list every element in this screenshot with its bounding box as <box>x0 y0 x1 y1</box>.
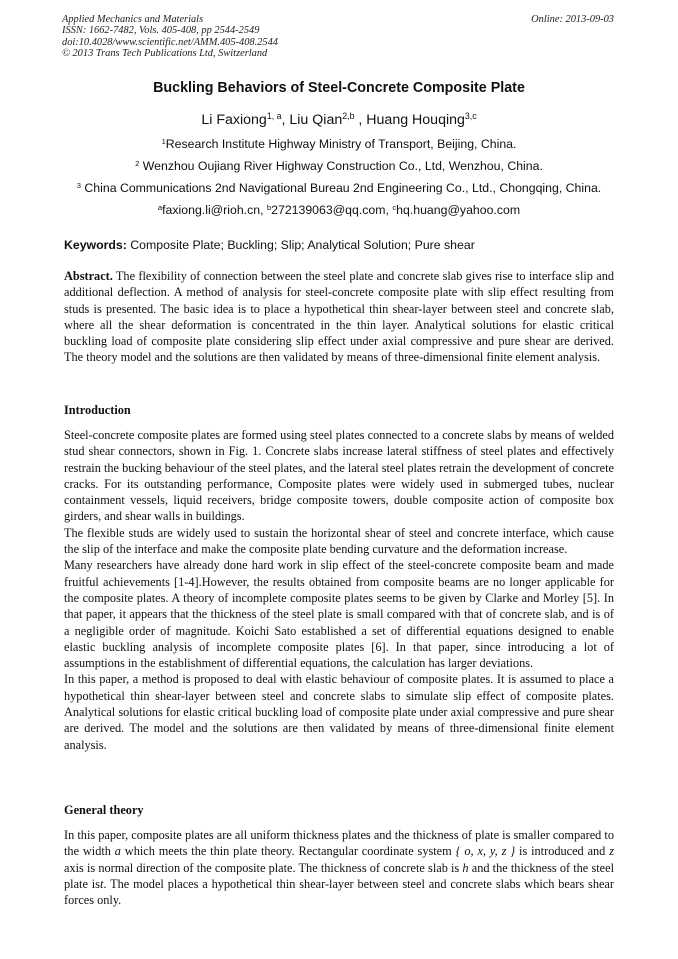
copyright-line: © 2013 Trans Tech Publications Ltd, Switzerland <box>62 47 268 59</box>
email-superscript: c <box>392 202 397 212</box>
email-address[interactable]: hq.huang@yahoo.com <box>396 203 521 217</box>
email-superscript: a <box>157 202 163 212</box>
affiliation-number: 2 <box>135 158 140 168</box>
author-superscript: 2,b <box>342 111 355 122</box>
affiliation-text: Research Institute Highway Ministry of Transport, Beijing, China. <box>165 137 517 151</box>
intro-paragraph: Steel-concrete composite plates are formed using steel plates connected to a concrete slabs by means of welded stud shear connectors, shown in Fig. 1. Concrete slabs increase lateral stiffness of steel plates and effectively restrain the bucking behaviour of the steel plates, and the lateral steel plates retrain the development of concrete cracks. For its outstanding performance, Composite plates were widely used in submerged tubes, nuclear containment vessels, liquid receivers, bridge composite towers, double composite action of composite box girders, and shear walls in buildings. <box>64 428 614 524</box>
variable-a: a <box>114 844 121 859</box>
variable-z: z <box>609 844 614 859</box>
intro-paragraph: The flexible studs are widely used to sustain the horizontal shear of steel and concrete interface, which cause the slip of the interface and make the composite plate bending curvature and the deformation increase. <box>64 525 614 557</box>
keywords-text: Composite Plate; Buckling; Slip; Analytical Solution; Pure shear <box>126 238 475 252</box>
variable-coords: { o, x, y, z } <box>455 844 516 859</box>
abstract-text: The flexibility of connection between the steel plate and concrete slab gives rise to interface slip and additional deflection. A method of analysis for steel-concrete composite plate with slip effect resulting from studs is presented. The basic idea is to place a hypothetical thin shear-layer between steel and concrete slab, where all the shear deformation is concentrated in the thin layer. Analytical solutions for elastic critical buckling load of composite plate considering slip effect under axial compressive and pure shear are derived. The theory model and the solutions are then validated by means of three-dimensional finite element analysis. <box>64 269 614 365</box>
text-run: . The model places a hypothetical thin shear-layer between steel and concrete slabs which bears shear forces only. <box>64 876 614 908</box>
variable-h: h <box>462 860 469 875</box>
author-line <box>0 112 678 128</box>
email-superscript: b <box>266 202 272 212</box>
affiliation-number: 1 <box>161 136 166 146</box>
keywords-label: Keywords: <box>64 238 127 252</box>
text-run: which meets the thin plate theory. Rectangular coordinate system <box>120 844 456 859</box>
affiliation-number: 3 <box>76 180 81 190</box>
abstract-label: Abstract. <box>64 269 113 283</box>
online-date: Online: 2013-09-03 <box>531 14 614 25</box>
text-run: is introduced and <box>515 844 610 859</box>
intro-paragraph: Many researchers have already done hard work in slip effect of the steel-concrete composite beam and made fruitful achievements [1-4].However, the results obtained from composite beams are no longer applicable for the composite plates. A theory of incomplete composite plates seems to be given by Clarke and Morley [5]. In that paper, it appears that the thickness of the steel plate is small compared with that of concrete slab, and is of a negligible order of magnitude. Koichi Sato established a set of differential equations designed to enable elastic buckling analysis of incomplete composite plates [6]. In that paper, since introducing a lot of assumptions in the establishment of differential equations, the calculation has larger deviations. <box>64 558 614 671</box>
keywords <box>64 238 624 252</box>
author-superscript: 1, a <box>266 111 282 122</box>
intro-paragraph: In this paper, a method is proposed to deal with elastic behaviour of composite plates. It is assumed to place a hypothetical thin shear-layer between steel and concrete slabs to simulate slip effect of composite plates. Analytical solutions for elastic critical buckling load of composite plate under axial compressive and pure shear are derived. The model and the solutions are then validated by means of three-dimensional finite element analysis. <box>64 672 614 752</box>
affiliation-text: Wenzhou Oujiang River Highway Construction Co., Ltd, Wenzhou, China. <box>142 159 543 173</box>
email-address[interactable]: 272139063@qq.com, <box>271 203 393 217</box>
affiliation-3 <box>0 181 678 195</box>
author-name: Liu Qian <box>289 112 343 128</box>
author-name: Li Faxiong <box>201 112 267 128</box>
author-separator: , <box>281 112 290 128</box>
journal-name: Applied Mechanics and Materials <box>62 14 204 25</box>
text-run: axis is normal direction of the composite plate. The thickness of concrete slab is <box>64 860 463 875</box>
general-theory-heading: General theory <box>64 803 144 817</box>
doi-line[interactable]: doi:10.4028/www.scientific.net/AMM.405-408.2544 <box>62 36 278 48</box>
author-superscript: 3,c <box>464 111 477 122</box>
variable-t: t <box>99 876 104 891</box>
affiliation-2 <box>0 159 678 173</box>
general-theory-body <box>64 827 614 908</box>
paper-title: Buckling Behaviors of Steel-Concrete Composite Plate <box>153 80 525 96</box>
introduction-heading: Introduction <box>64 403 131 417</box>
running-header <box>62 14 278 59</box>
affiliation-text: China Communications 2nd Navigational Bureau 2nd Engineering Co., Ltd., Chongqing, China. <box>84 181 602 195</box>
abstract <box>64 268 614 366</box>
general-theory-paragraph <box>64 827 614 908</box>
text-run: In this paper, composite plates are all uniform thickness plates and the thickness of plate is smaller compared to the width <box>64 828 614 859</box>
introduction-body <box>64 427 614 753</box>
author-name: Huang Houqing <box>366 112 465 128</box>
issn-line: ISSN: 1662-7482, Vols. 405-408, pp 2544-2549 <box>62 25 260 37</box>
author-separator: , <box>354 112 367 128</box>
text-run: and the thickness of the steel plate is <box>64 860 614 891</box>
email-address[interactable]: faxiong.li@rioh.cn, <box>162 203 267 217</box>
email-line <box>0 203 678 217</box>
affiliation-1 <box>0 137 678 151</box>
